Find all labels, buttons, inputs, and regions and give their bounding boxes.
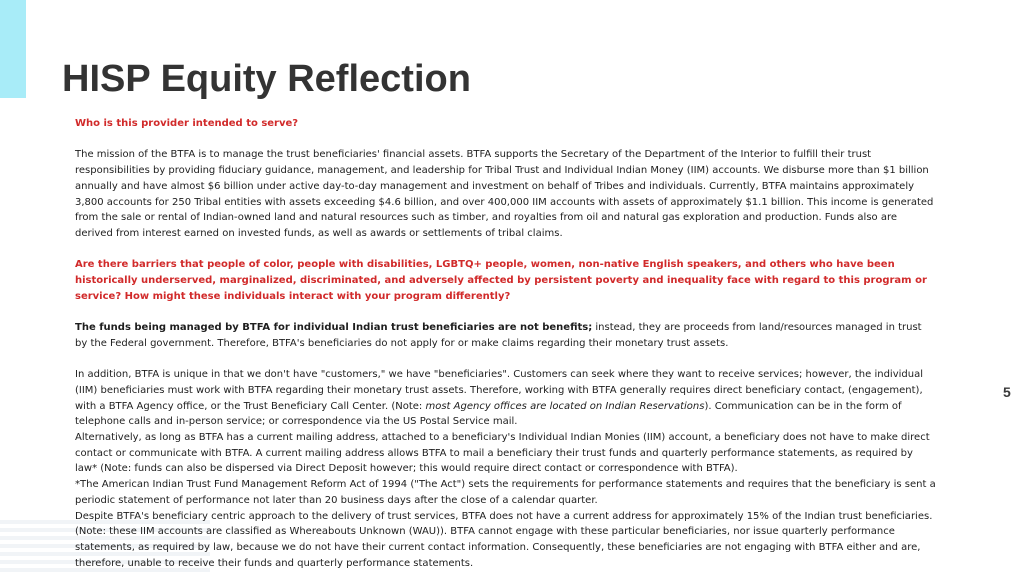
accent-bar [0, 0, 26, 98]
paragraph-mission: The mission of the BTFA is to manage the trust beneficiaries' financial assets. BTFA supports the Secretary of the Department of the Interior to fulfill their trust responsibilities by providing fiduciary guidance, management, and leadership for Tribal Trust and Individual Indian Money (IIM) accounts. We disburse more than $1 billion annually and have almost $6 billion under active day-to-day management and investment on behalf of Tribes and individuals. Currently, BTFA maintains approximately 3,800 accounts for 250 Tribal entities with assets exceeding $4.6 billion, and over 400,000 IIM accounts with assets of approximately $1.1 billion. This income is generated from the sale or rental of Indian-owned land and natural resources such as timber, and royalties from oil and natural gas exploration and production. Funds also are derived from interest earned on invested funds, as well as awards or settlements of tribal claims. [75, 149, 934, 239]
not-benefits-emphasis: The funds being managed by BTFA for individual Indian trust beneficiaries are not benefits; [75, 322, 593, 334]
paragraph-mailing-address: Alternatively, as long as BTFA has a current mailing address, attached to a beneficiary's Individual Indian Monies (IIM) account, a beneficiary does not have to make direct contact or communicate with BTFA. A current mailing address allows BTFA to mail a beneficiary their trust funds and quarterly performance statements, as required by law* (Note: funds can also be dispersed via Direct Deposit however; this would require direct contact or correspondence with BTFA). [75, 432, 930, 475]
slide-body [75, 116, 937, 571]
not-benefits-text: instead, they are proceeds from land/resources managed in trust by the Federal government. Therefore, BTFA's beneficiaries do not apply for or make claims regarding their monetary trust assets. [75, 322, 922, 349]
question-barriers: Are there barriers that people of color, people with disabilities, LGBTQ+ people, women, non-native English speakers, and others who have been historically underserved, marginalized, discriminated, and adversely affected by persistent poverty and inequality face with regard to this program or service? How might these individuals interact with your program differently? [75, 259, 927, 302]
page-number: 5 [1003, 384, 1011, 400]
paragraph-whereabouts-unknown: Despite BTFA's beneficiary centric approach to the delivery of trust services, BTFA does not have a current address for approximately 15% of the Indian trust beneficiaries. (Note: these IIM accounts are classified as Whereabouts Unknown (WAU)). BTFA cannot engage with these particular beneficiaries, nor issue quarterly performance statements, as required by law, because we do not have their current contact information. Consequently, these beneficiaries are not engaging with BTFA either and are, therefore, unable to receive their funds and quarterly performance statements. [75, 510, 933, 569]
paragraph-beneficiaries [75, 367, 937, 430]
slide-title: HISP Equity Reflection [62, 58, 471, 100]
beneficiaries-text-end: ). Communication can be in the form of telephone calls and in-person service; or correspondence via the US Postal Service mail. [75, 400, 902, 428]
beneficiaries-text-start: In addition, BTFA is unique in that we don't have "customers," we have "beneficiaries". Customers can seek where they want to receive services; however, the individual (IIM) beneficiaries must work with BTFA regarding their monetary trust assets. Therefore, working with BTFA generally requires direct beneficiary contact, (engagement), with a BTFA Agency office, or the Trust Beneficiary Call Center. (Note: [75, 369, 923, 412]
paragraph-not-benefits [75, 320, 937, 351]
question-intended-audience: Who is this provider intended to serve? [75, 118, 299, 129]
paragraph-reform-act: *The American Indian Trust Fund Management Reform Act of 1994 ("The Act") sets the requirements for performance statements and requires that the beneficiary is sent a periodic statement of performance not later than 20 business days after the close of a calendar quarter. [75, 479, 936, 506]
beneficiaries-note-italic: most Agency offices are located on Indian Reservations [425, 400, 705, 412]
